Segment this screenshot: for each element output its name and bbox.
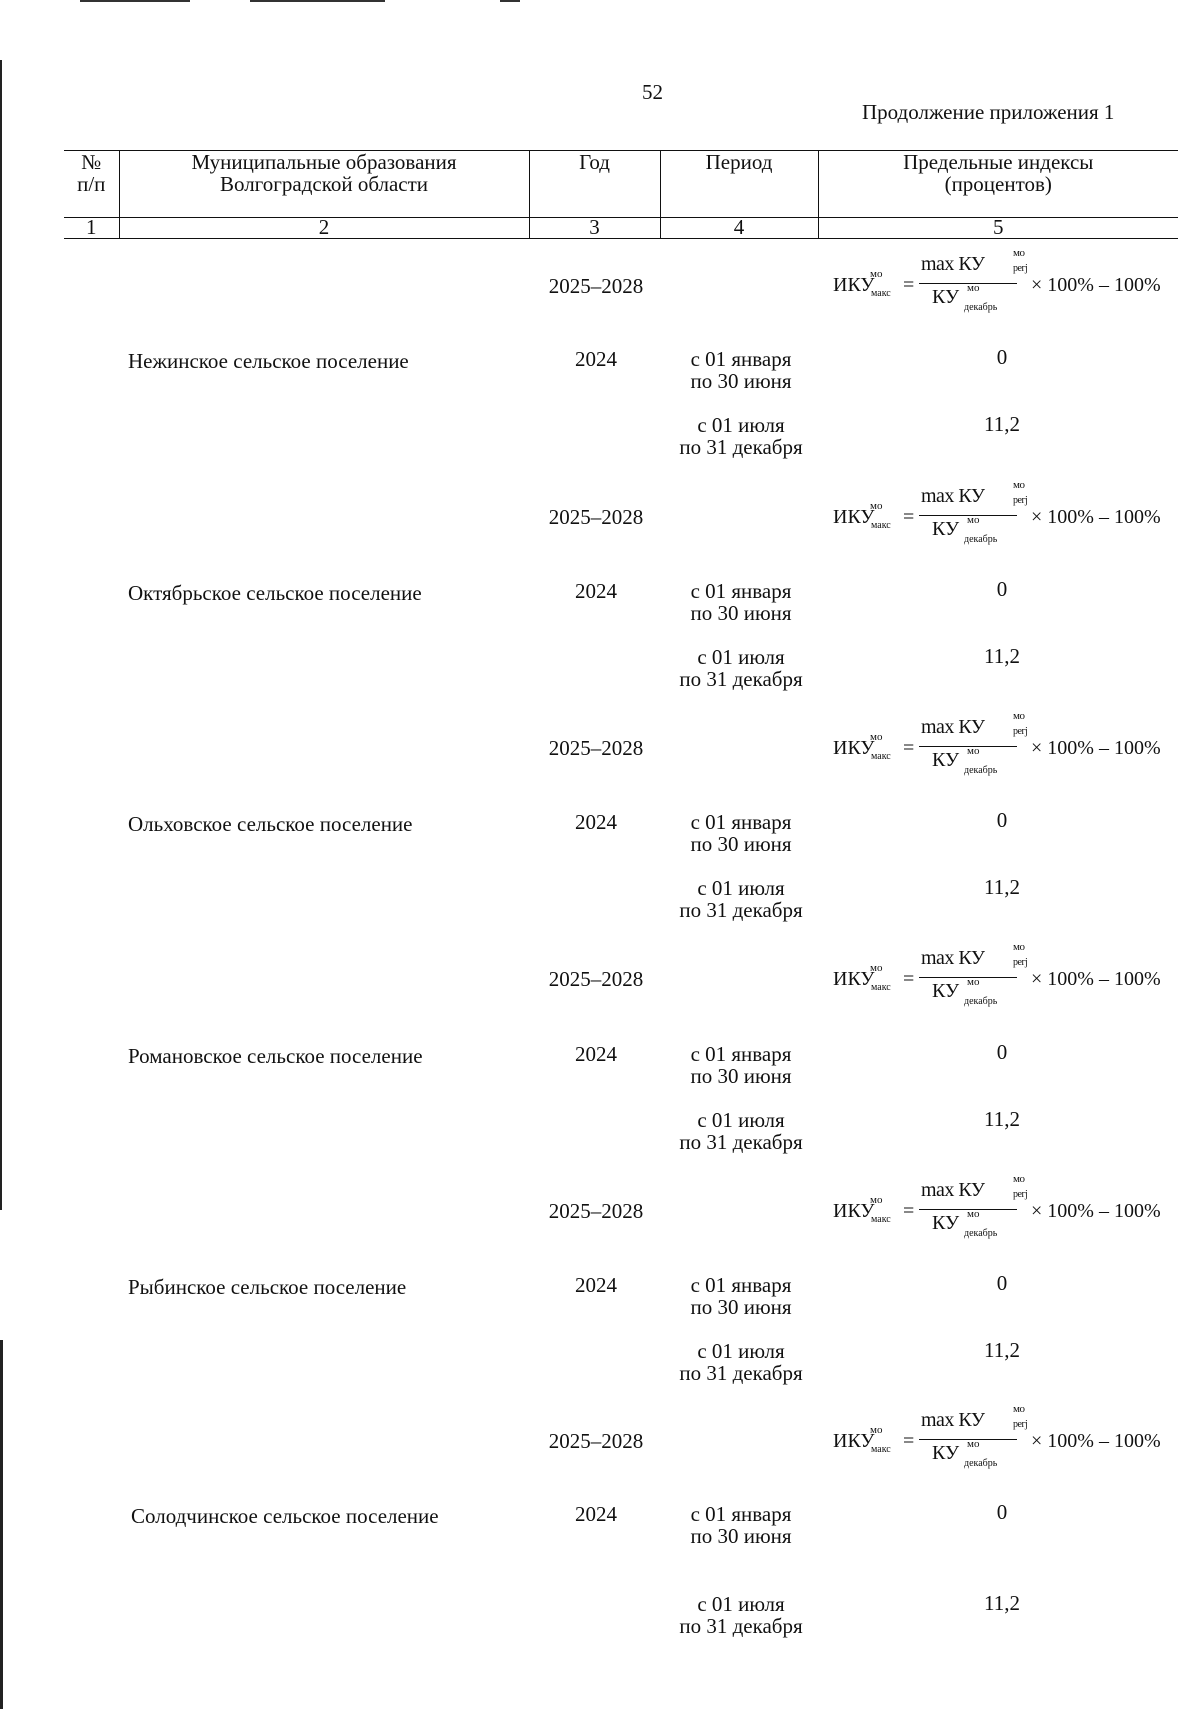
period-second-half: с 01 июля по 31 декабря	[679, 645, 803, 691]
column-number: 1	[64, 218, 119, 239]
year-range: 2025–2028	[548, 274, 644, 298]
index-formula	[833, 941, 1183, 1012]
formula-numerator-sup: мо	[1013, 247, 1025, 259]
formula-equals: =	[903, 968, 915, 990]
formula-denominator-text: КУ	[932, 1212, 960, 1234]
formula-tail: × 100% – 100%	[1031, 737, 1161, 759]
index-formula	[833, 479, 1183, 550]
formula-numerator	[921, 941, 1028, 970]
year: 2024	[575, 1502, 617, 1526]
formula-equals: =	[903, 737, 915, 759]
formula-numerator	[921, 1173, 1028, 1202]
formula-denominator-sup: мо	[967, 745, 980, 757]
formula-lhs-sub: макс	[871, 1444, 891, 1455]
scan-mark	[80, 0, 190, 2]
scan-edge-left	[0, 60, 2, 1210]
year: 2024	[575, 1273, 617, 1297]
index-value: 0	[996, 345, 1008, 369]
formula-numerator-sup: мо	[1013, 941, 1025, 953]
year: 2024	[575, 810, 617, 834]
column-header-number: № п/п	[64, 151, 119, 218]
formula-lhs-sub: макс	[871, 751, 891, 762]
formula-denominator-sub: декабрь	[964, 302, 998, 313]
appendix-continuation: Продолжение приложения 1	[862, 100, 1115, 124]
index-value: 11,2	[984, 1107, 1020, 1131]
period-second-half: с 01 июля по 31 декабря	[679, 876, 803, 922]
column-number: 4	[660, 218, 818, 239]
index-formula	[833, 247, 1183, 318]
formula-lhs-sup: мо	[870, 731, 883, 743]
year-range: 2025–2028	[548, 1429, 644, 1453]
formula-lhs-sub: макс	[871, 982, 891, 993]
column-number: 3	[529, 218, 660, 239]
formula-lhs-sup: мо	[870, 962, 883, 974]
formula-numerator-sup: мо	[1013, 479, 1025, 491]
formula-denominator-sub: декабрь	[964, 1458, 998, 1469]
formula-numerator-text: max КУ	[921, 485, 985, 507]
year-range: 2025–2028	[548, 736, 644, 760]
formula-numerator	[921, 479, 1028, 508]
formula-denominator-text: КУ	[932, 1442, 960, 1464]
formula-numerator-sub: pегj	[1013, 726, 1028, 737]
formula-numerator-sub: pегj	[1013, 263, 1028, 274]
formula-denominator-text: КУ	[932, 749, 960, 771]
table-header	[64, 150, 1178, 239]
formula-lhs	[833, 1194, 891, 1225]
formula-numerator	[921, 247, 1028, 276]
formula-tail: × 100% – 100%	[1031, 506, 1161, 528]
year-range: 2025–2028	[548, 505, 644, 529]
year-range: 2025–2028	[548, 967, 644, 991]
scan-mark	[250, 0, 385, 2]
formula-lhs-sub: макс	[871, 1214, 891, 1225]
formula-denominator	[932, 745, 998, 776]
formula-denominator-sup: мо	[967, 282, 980, 294]
formula-numerator-sup: мо	[1013, 1173, 1025, 1185]
formula-denominator-sub: декабрь	[964, 1228, 998, 1239]
column-header-period: Период	[660, 151, 818, 218]
period-second-half: с 01 июля по 31 декабря	[679, 413, 803, 459]
formula-equals: =	[903, 1200, 915, 1222]
column-number: 2	[119, 218, 529, 239]
municipality-name: Рыбинское сельское поселение	[128, 1275, 407, 1299]
formula-numerator-text: max КУ	[921, 716, 985, 738]
formula-lhs	[833, 1424, 891, 1455]
column-header-municipality: Муниципальные образования Волгоградской области	[119, 151, 529, 218]
index-value: 11,2	[984, 875, 1020, 899]
period-first-half: с 01 января по 30 июня	[690, 347, 792, 393]
formula-denominator	[932, 976, 998, 1007]
formula-denominator-sub: декабрь	[964, 765, 998, 776]
formula-denominator	[932, 514, 998, 545]
period-first-half: с 01 января по 30 июня	[690, 810, 792, 856]
formula-lhs	[833, 268, 891, 299]
formula-numerator-sub: pегj	[1013, 1189, 1028, 1200]
index-value: 11,2	[984, 1591, 1020, 1615]
formula-lhs-text: ИКУ	[833, 737, 875, 759]
index-formula	[833, 1403, 1183, 1474]
formula-lhs-text: ИКУ	[833, 1430, 875, 1452]
formula-tail: × 100% – 100%	[1031, 1430, 1161, 1452]
index-value: 0	[996, 808, 1008, 832]
index-value: 0	[996, 1040, 1008, 1064]
formula-numerator-text: max КУ	[921, 1179, 985, 1201]
formula-denominator-sup: мо	[967, 1438, 980, 1450]
column-header-year: Год	[529, 151, 660, 218]
formula-denominator-text: КУ	[932, 980, 960, 1002]
period-second-half: с 01 июля по 31 декабря	[679, 1592, 803, 1638]
formula-denominator-text: КУ	[932, 518, 960, 540]
year: 2024	[575, 347, 617, 371]
formula-lhs-sup: мо	[870, 1424, 883, 1436]
period-second-half: с 01 июля по 31 декабря	[679, 1339, 803, 1385]
municipality-name: Романовское сельское поселение	[128, 1044, 423, 1068]
formula-equals: =	[903, 1430, 915, 1452]
year-range: 2025–2028	[548, 1199, 644, 1223]
year: 2024	[575, 579, 617, 603]
formula-denominator	[932, 1208, 998, 1239]
period-second-half: с 01 июля по 31 декабря	[679, 1108, 803, 1154]
formula-lhs-sup: мо	[870, 268, 883, 280]
formula-numerator-text: max КУ	[921, 253, 985, 275]
column-header-indices: Предельные индексы (процентов)	[818, 151, 1178, 218]
formula-numerator-text: max КУ	[921, 1409, 985, 1431]
formula-lhs-text: ИКУ	[833, 968, 875, 990]
index-value: 0	[996, 1500, 1008, 1524]
formula-tail: × 100% – 100%	[1031, 1200, 1161, 1222]
formula-lhs-sup: мо	[870, 500, 883, 512]
formula-numerator	[921, 710, 1028, 739]
column-number: 5	[818, 218, 1178, 239]
formula-tail: × 100% – 100%	[1031, 968, 1161, 990]
index-formula	[833, 1173, 1183, 1244]
municipality-name: Солодчинское сельское поселение	[131, 1504, 439, 1528]
formula-numerator-sub: pегj	[1013, 495, 1028, 506]
index-value: 11,2	[984, 412, 1020, 436]
formula-numerator-sub: pегj	[1013, 957, 1028, 968]
period-first-half: с 01 января по 30 июня	[690, 1273, 792, 1319]
formula-lhs-text: ИКУ	[833, 1200, 875, 1222]
formula-numerator-sub: pегj	[1013, 1419, 1028, 1430]
page-number: 52	[642, 80, 663, 104]
formula-lhs	[833, 500, 891, 531]
index-value: 11,2	[984, 644, 1020, 668]
formula-lhs-sub: макс	[871, 520, 891, 531]
formula-denominator	[932, 282, 998, 313]
formula-equals: =	[903, 274, 915, 296]
formula-numerator-sup: мо	[1013, 1403, 1025, 1415]
municipality-name: Октябрьское сельское поселение	[128, 581, 422, 605]
municipality-name: Нежинское сельское поселение	[128, 349, 409, 373]
index-formula	[833, 710, 1183, 781]
municipality-name: Ольховское сельское поселение	[128, 812, 413, 836]
formula-denominator-text: КУ	[932, 286, 960, 308]
formula-numerator-sup: мо	[1013, 710, 1025, 722]
period-first-half: с 01 января по 30 июня	[690, 579, 792, 625]
formula-lhs	[833, 962, 891, 993]
scan-edge-left-lower	[0, 1340, 3, 1709]
formula-lhs-text: ИКУ	[833, 506, 875, 528]
index-value: 11,2	[984, 1338, 1020, 1362]
formula-denominator-sup: мо	[967, 976, 980, 988]
formula-denominator-sub: декабрь	[964, 996, 998, 1007]
year: 2024	[575, 1042, 617, 1066]
formula-lhs-sub: макс	[871, 288, 891, 299]
formula-numerator-text: max КУ	[921, 947, 985, 969]
formula-numerator	[921, 1403, 1028, 1432]
formula-equals: =	[903, 506, 915, 528]
formula-denominator-sup: мо	[967, 1208, 980, 1220]
scan-mark	[500, 0, 520, 2]
formula-lhs	[833, 731, 891, 762]
formula-denominator	[932, 1438, 998, 1469]
formula-denominator-sup: мо	[967, 514, 980, 526]
index-value: 0	[996, 577, 1008, 601]
formula-denominator-sub: декабрь	[964, 534, 998, 545]
index-value: 0	[996, 1271, 1008, 1295]
formula-lhs-text: ИКУ	[833, 274, 875, 296]
period-first-half: с 01 января по 30 июня	[690, 1502, 792, 1548]
formula-tail: × 100% – 100%	[1031, 274, 1161, 296]
formula-lhs-sup: мо	[870, 1194, 883, 1206]
period-first-half: с 01 января по 30 июня	[690, 1042, 792, 1088]
